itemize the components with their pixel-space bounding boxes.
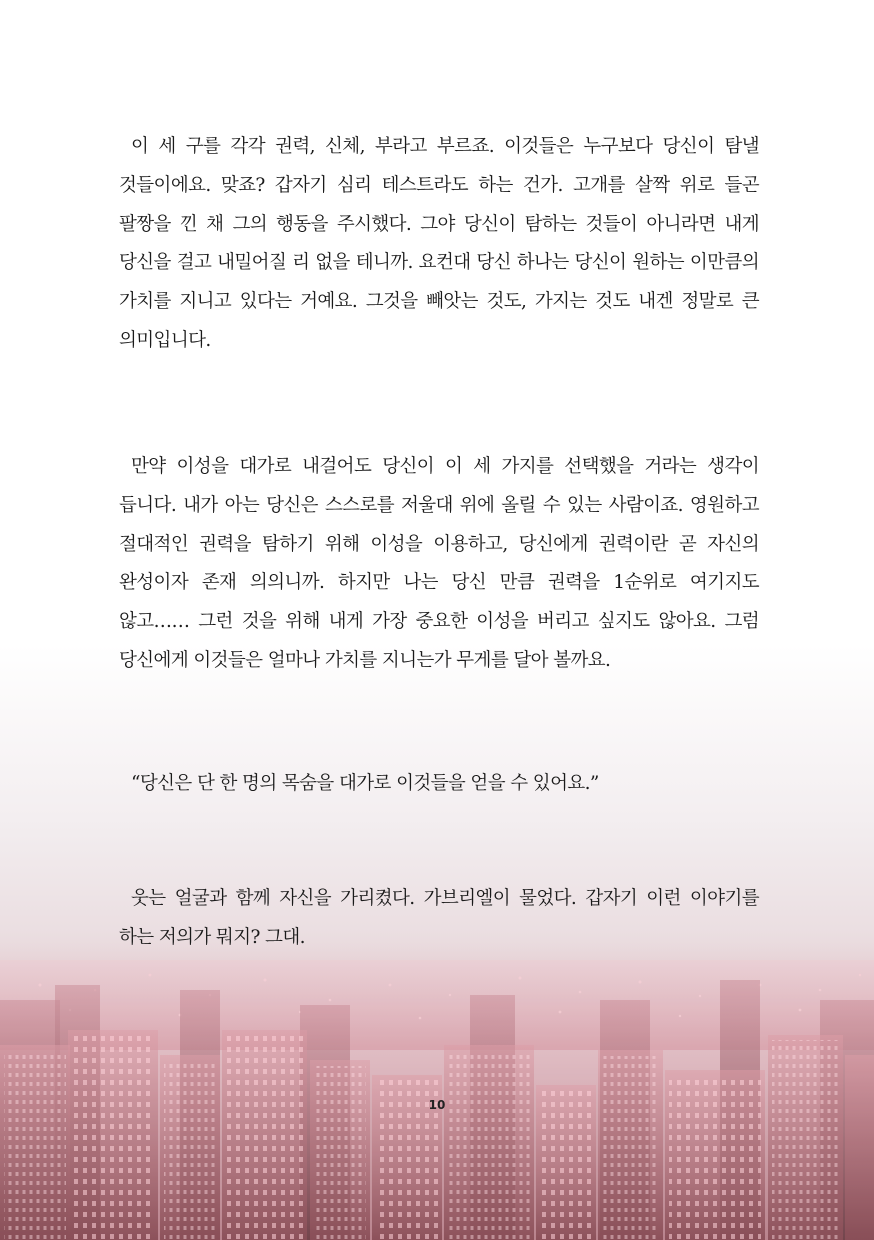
body-paragraph: 만약 이성을 대가로 내걸어도 당신이 이 세 가지를 선택했을 거라는 생각이 듭니다. 내가 아는 당신은 스스로를 저울대 위에 올릴 수 있는 사람이죠. 영원하고 절대적인 권력을 탐하기 위해 이성을 이용하고, 당신에게 권력이란 곧 자신의 완성이자 존재 의의니까. 하지만 나는 당신 만큼 권력을 1순위로 여기지도 않고…… 그런 것을 위해 내게 가장 중요한 이성을 버리고 싶지도 않아요. 그럼 당신에게 이것들은 얼마나 가치를 지니는가 무게를 달아 볼까요. bbox=[119, 456, 759, 671]
body-paragraph: 이 세 구를 각각 권력, 신체, 부라고 부르죠. 이것들은 누구보다 당신이 탐낼 것들이에요. 맞죠? 갑자기 심리 테스트라도 하는 건가. 고개를 살짝 위로 들곤 팔짱을 낀 채 그의 행동을 주시했다. 그야 당신이 탐하는 것들이 아니라면 내게 당신을 걸고 내밀어질 리 없을 테니까. 요컨대 당신 하나는 당신이 원하는 이만큼의 가치를 지니고 있다는 거예요. 그것을 빼앗는 것도, 가지는 것도 내겐 정말로 큰 의미입니다. bbox=[119, 136, 759, 351]
dialogue-line: “당신은 단 한 명의 목숨을 대가로 이것들을 얻을 수 있어요.” bbox=[131, 773, 599, 794]
page-number: 10 bbox=[428, 1098, 446, 1112]
body-paragraph: 웃는 얼굴과 함께 자신을 가리켰다. 가브리엘이 물었다. 갑자기 이런 이야기를 하는 저의가 뭐지? 그대. bbox=[119, 888, 759, 948]
